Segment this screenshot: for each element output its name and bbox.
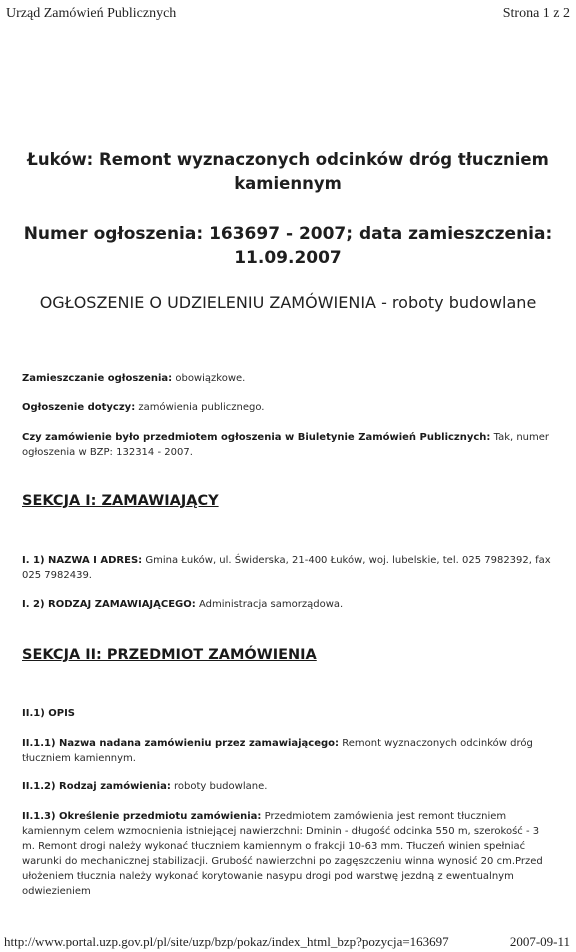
source-url: http://www.portal.uzp.gov.pl/pl/site/uzp/bzp/pokaz/index_html_bzp?pozycja=163697 (4, 934, 449, 949)
field-label: I. 1) NAZWA I ADRES: (22, 555, 143, 566)
field-label: Ogłoszenie dotyczy: (22, 402, 136, 413)
field-value: roboty budowlane. (170, 781, 268, 792)
field-label: II.1.1) Nazwa nadana zamówieniu przez zamawiającego: (22, 738, 340, 749)
field-label: II.1.3) Określenie przedmiotu zamówienia: (22, 811, 262, 822)
field-value: Remont wyznaczonych odcinków dróg tłuczniem kamiennym. (22, 738, 533, 764)
page-number: Strona 1 z 2 (502, 6, 570, 21)
section-1-heading: SEKCJA I: ZAMAWIAJĄCY (22, 493, 219, 509)
field-value: Gmina Łuków, ul. Świderska, 21-400 Łuków, woj. lubelskie, tel. 025 7982392, fax 025 7982439. (22, 555, 551, 581)
field-value: zamówienia publicznego. (135, 402, 265, 413)
name-and-address (22, 553, 552, 583)
document-title (20, 148, 556, 196)
field-value: Przedmiotem zamówienia jest remont tłuczniem kamiennym celem wzmocnienia istniejącej nawierzchni: Dminin - długość odcinka 550 m, szerokość - 3 m. Remont drogi należy wykonać tłuczniem kamiennym o frakcji 10-63 mm. Tłuczeń winien spełniać warunki do mechanicznej stabilizacji. Grubość nawierzchni po zagęszczeniu winna wynosić 20 cm.Przed ułożeniem tłucznia należy wykonać korytowanie nasypu drogi pod warstwę jezdną z ewentualnym odwiezieniem (22, 811, 543, 897)
field-value: obowiązkowe. (172, 373, 246, 384)
number-line-1: Numer ogłoszenia: 163697 - 2007; data zamieszczenia: (23, 224, 553, 244)
page-header-source: Urząd Zamówień Publicznych (6, 6, 177, 21)
field-value: Administracja samorządowa. (195, 599, 344, 610)
contracting-authority-type (22, 597, 552, 612)
number-line-2: 11.09.2007 (234, 248, 342, 268)
announcement-number (20, 222, 556, 270)
print-date: 2007-09-11 (509, 934, 570, 949)
field-label: Czy zamówienie było przedmiotem ogłoszenia w Biuletynie Zamówień Publicznych: (22, 432, 491, 443)
description-heading (22, 706, 552, 721)
title-line-1: Łuków: Remont wyznaczonych odcinków dróg tłuczniem (27, 150, 549, 169)
section-2-heading: SEKCJA II: PRZEDMIOT ZAMÓWIENIA (22, 647, 317, 663)
contract-subject (22, 809, 552, 899)
bzp-announcement (22, 430, 552, 460)
announcement-type: OGŁOSZENIE O UDZIELENIU ZAMÓWIENIA - roboty budowlane (39, 293, 537, 312)
contract-name (22, 736, 552, 766)
announcement-concerns (22, 400, 552, 415)
field-label: Zamieszczanie ogłoszenia: (22, 373, 173, 384)
field-value: Tak, numer ogłoszenia w BZP: 132314 - 2007. (22, 432, 550, 458)
contract-type (22, 779, 552, 794)
publication-obligation (22, 371, 552, 386)
field-label: I. 2) RODZAJ ZAMAWIAJĄCEGO: (22, 599, 196, 610)
title-line-2: kamiennym (234, 174, 342, 193)
field-label: II.1.2) Rodzaj zamówienia: (22, 781, 171, 792)
field-label: II.1) OPIS (22, 708, 76, 719)
